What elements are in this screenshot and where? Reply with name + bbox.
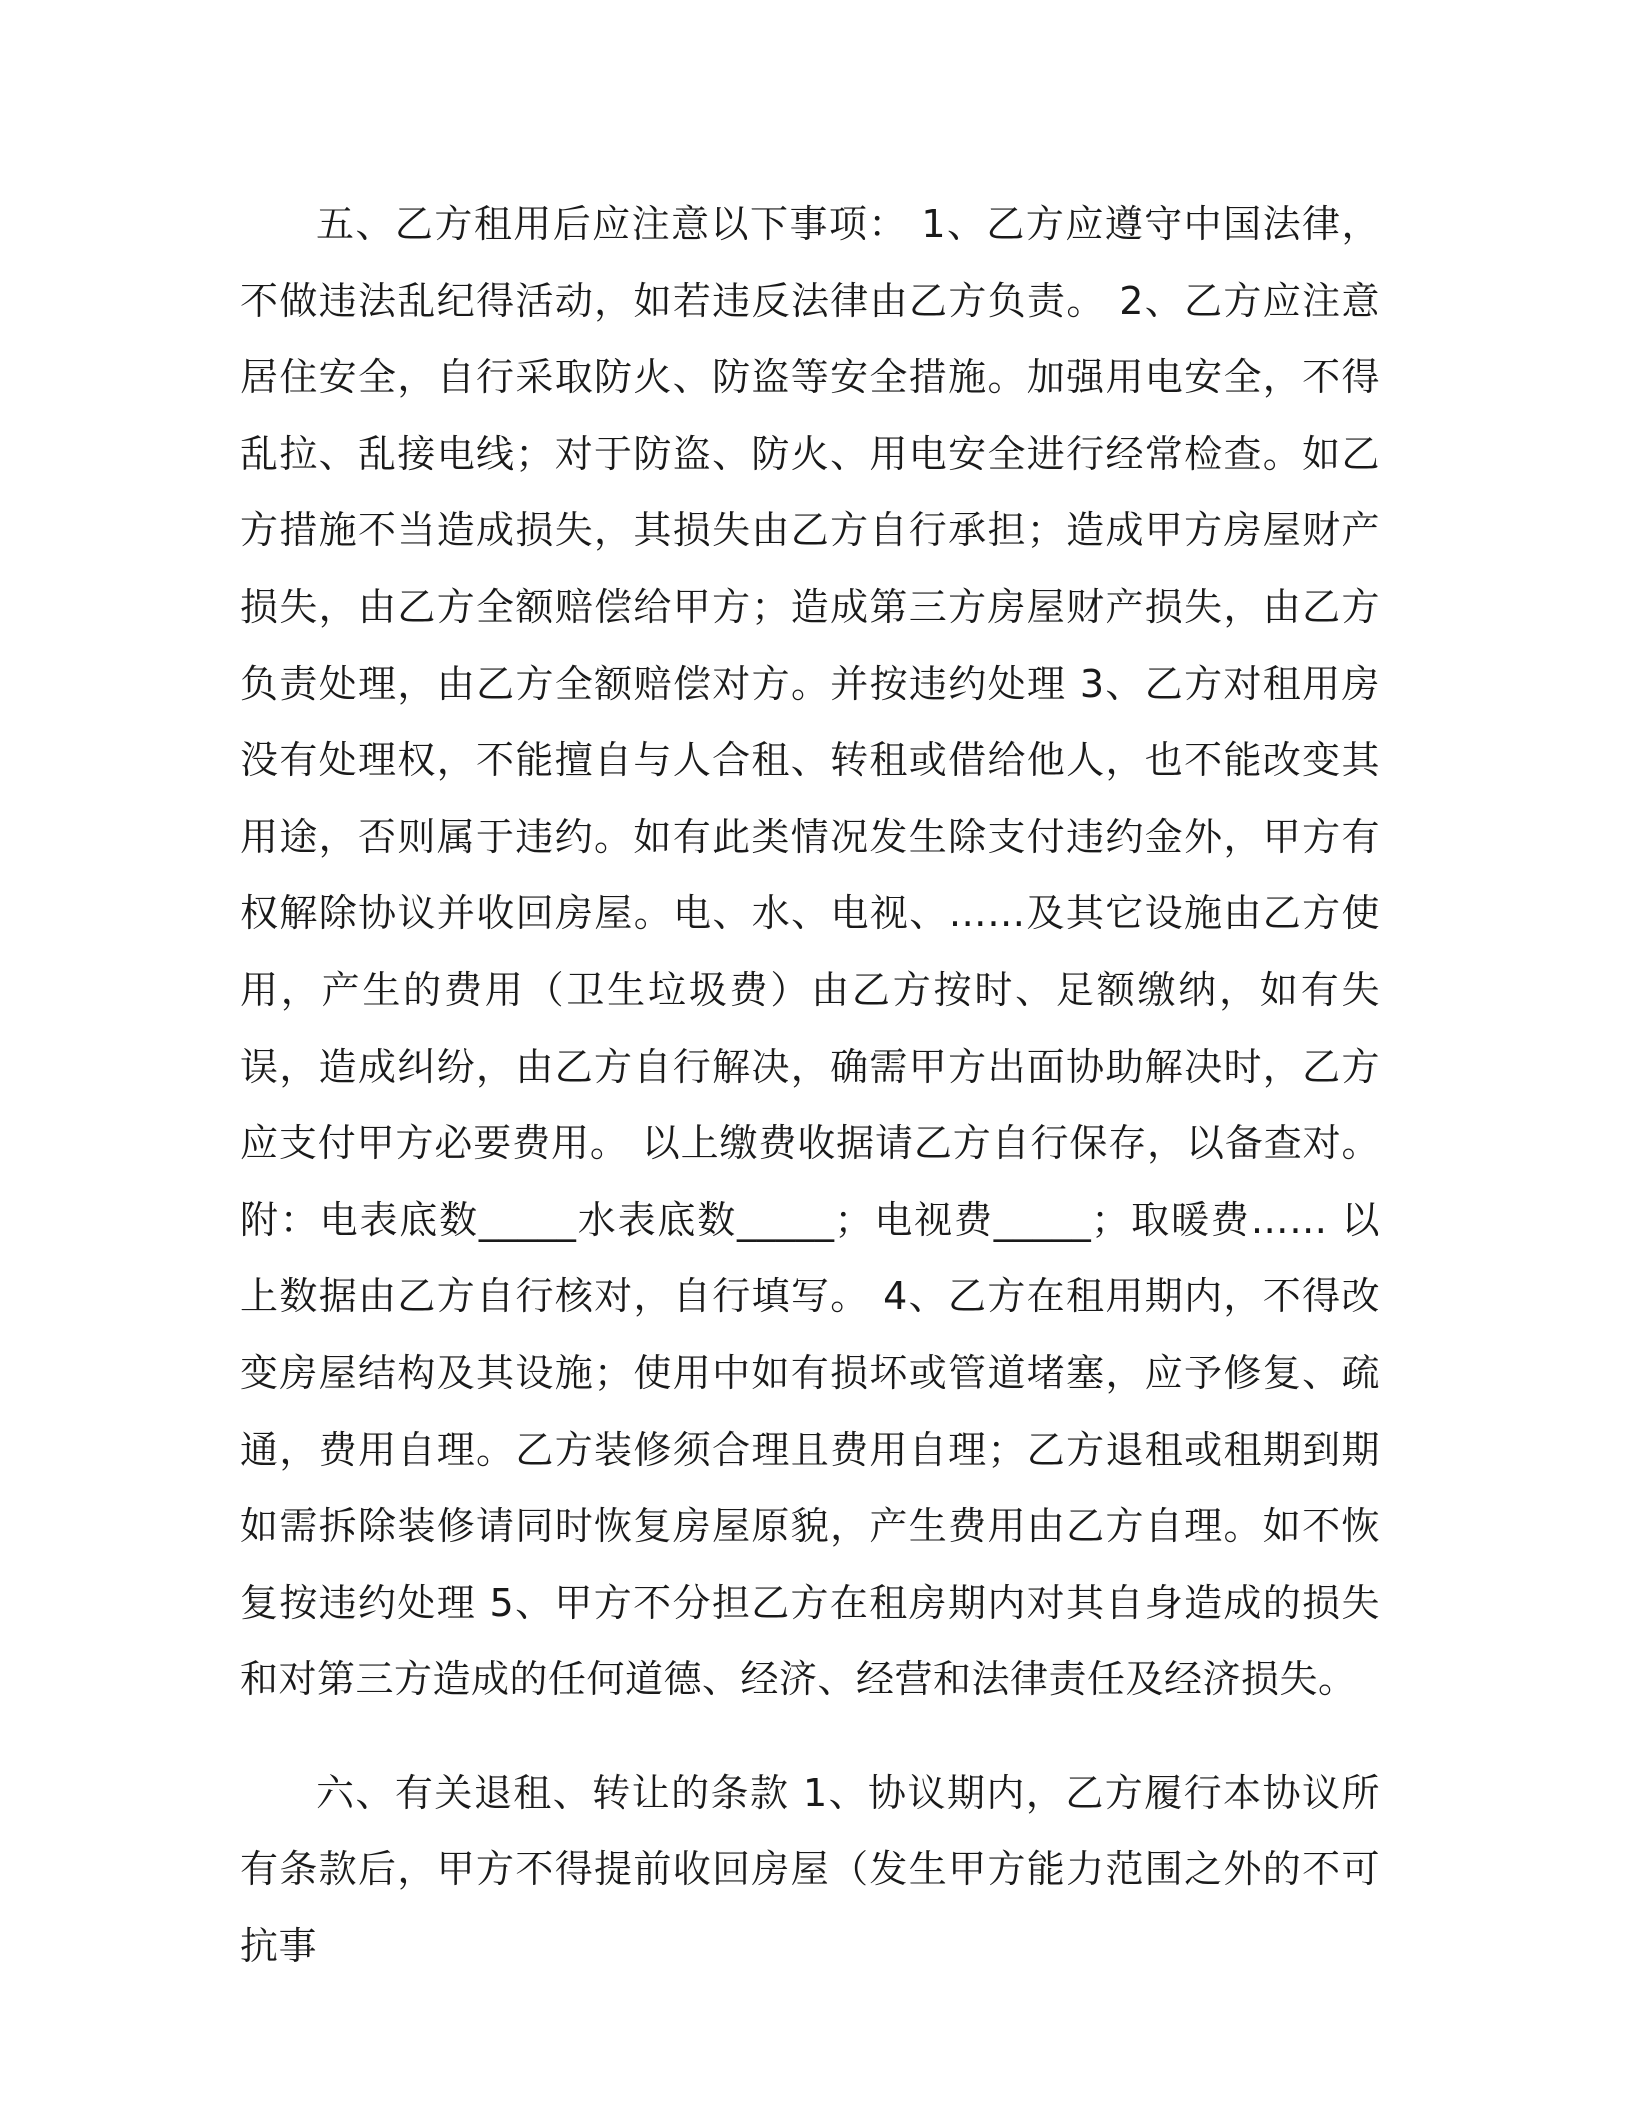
document-body [240,186,1380,1985]
section-6-paragraph: 六、有关退租、转让的条款 1、协议期内，乙方履行本协议所有条款后，甲方不得提前收回房屋（发生甲方能力范围之外的不可抗事 [240,1770,1380,1969]
section-5-paragraph: 五、乙方租用后应注意以下事项： 1、乙方应遵守中国法律，不做违法乱纪得活动，如若违反法律由乙方负责。 2、乙方应注意居住安全，自行采取防火、防盗等安全措施。加强用电安全，不得乱拉、乱接电线；对于防盗、防火、用电安全进行经常检查。如乙方措施不当造成损失，其损失由乙方自行承担；造成甲方房屋财产损失，由乙方全额赔偿给甲方；造成第三方房屋财产损失，由乙方负责处理，由乙方全额赔偿对方。并按违约处理 3、乙方对租用房没有处理权，不能擅自与人合租、转租或借给他人，也不能改变其用途，否则属于违约。如有此类情况发生除支付违约金外，甲方有权解除协议并收回房屋。电、水、电视、……及其它设施由乙方使用，产生的费用（卫生垃圾费）由乙方按时、足额缴纳，如有失误，造成纠纷，由乙方自行解决，确需甲方出面协助解决时，乙方应支付甲方必要费用。 以上缴费收据请乙方自行保存，以备查对。 附：电表底数_____水表底数_____；电视费_____；取暖费…… 以上数据由乙方自行核对，自行填写。 4、乙方在租用期内，不得改变房屋结构及其设施；使用中如有损坏或管道堵塞，应予修复、疏通，费用自理。乙方装修须合理且费用自理；乙方退租或租期到期如需拆除装修请同时恢复房屋原貌，产生费用由乙方自理。如不恢复按违约处理 5、甲方不分担乙方在租房期内对其自身造成的损失和对第三方造成的任何道德、经济、经营和法律责任及经济损失。 [240,202,1380,1702]
